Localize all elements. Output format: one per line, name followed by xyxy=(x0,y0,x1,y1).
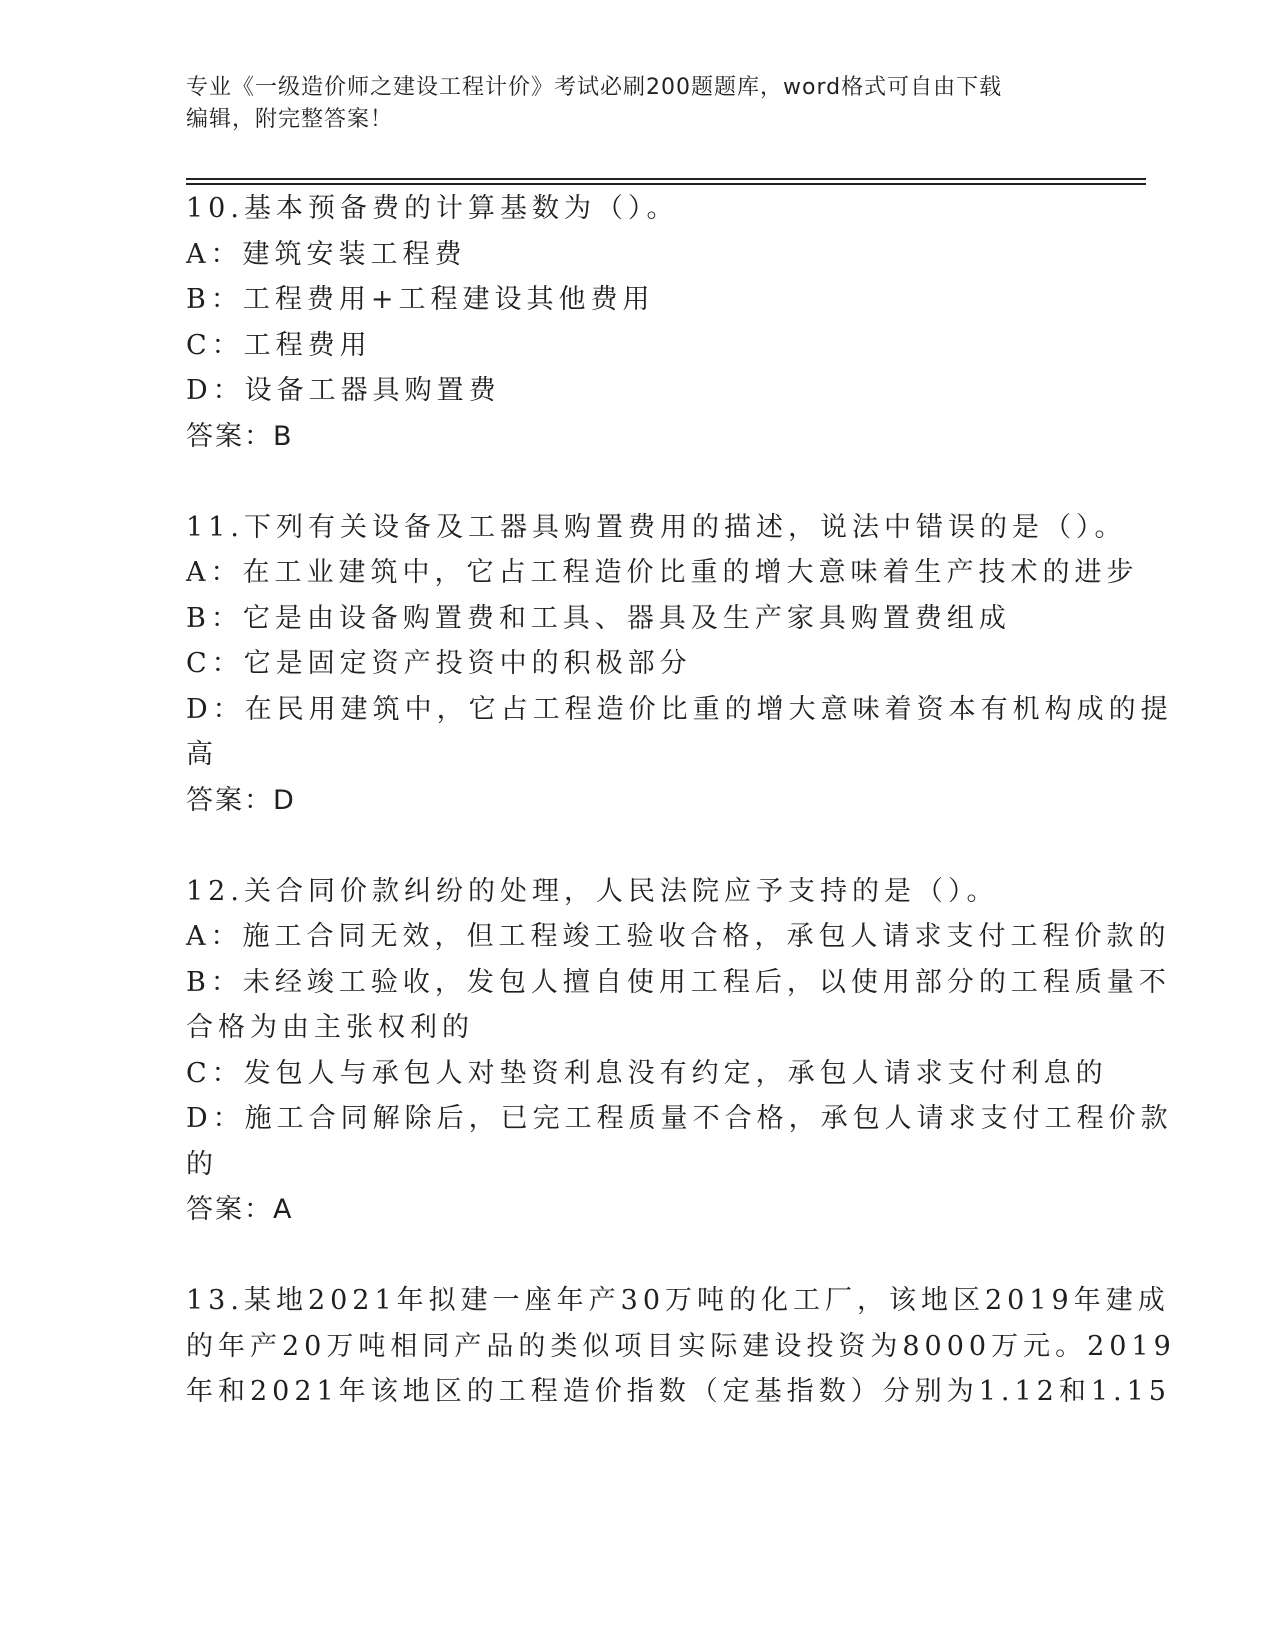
spacer xyxy=(186,1233,1086,1279)
question-10-option-b: B：工程费用+工程建设其他费用 xyxy=(186,284,655,315)
question-10-option-a: A：建筑安装工程费 xyxy=(186,238,467,270)
question-11-option-d: D：在民用建筑中，它占工程造价比重的增大意味着资本有机构成的提 xyxy=(186,693,1173,725)
question-10-option-c: C：工程费用 xyxy=(186,329,372,361)
header-divider-top xyxy=(186,178,1146,180)
question-10-stem: 10.基本预备费的计算基数为（）。 xyxy=(186,193,679,224)
question-11-option-d-continued: 高 xyxy=(186,739,218,770)
question-11-option-a: A：在工业建筑中，它占工程造价比重的增大意味着生产技术的进步 xyxy=(186,557,1139,588)
header-line-2: 编辑，附完整答案！ xyxy=(186,107,394,132)
question-10-answer: 答案：B xyxy=(186,420,294,452)
question-13-stem-line-3: 年和2021年该地区的工程造价指数（定基指数）分别为1.12和1.15 xyxy=(186,1376,1171,1407)
question-10 xyxy=(186,186,1086,459)
spacer xyxy=(186,459,1086,505)
question-11 xyxy=(186,505,1173,824)
question-13 xyxy=(186,1278,1176,1415)
question-12-answer: 答案：A xyxy=(186,1194,294,1225)
question-12 xyxy=(186,869,1173,1233)
question-12-option-b: B：未经竣工验收，发包人擅自使用工程后，以使用部分的工程质量不 xyxy=(186,966,1171,998)
question-11-option-c: C：它是固定资产投资中的积极部分 xyxy=(186,648,692,679)
document-header xyxy=(186,72,1066,136)
question-12-option-d-continued: 的 xyxy=(186,1148,218,1180)
header-line-1: 专业《一级造价师之建设工程计价》考试必刷200题题库，word格式可自由下载 xyxy=(186,75,1003,100)
question-list xyxy=(186,186,1176,1415)
question-13-stem-line-1: 13.某地2021年拟建一座年产30万吨的化工厂，该地区2019年建成 xyxy=(186,1285,1170,1316)
question-11-stem: 11.下列有关设备及工器具购置费用的描述，说法中错误的是（）。 xyxy=(186,511,1127,543)
question-11-option-b: B：它是由设备购置费和工具、器具及生产家具购置费组成 xyxy=(186,602,1011,634)
question-13-stem-line-2: 的年产20万吨相同产品的类似项目实际建设投资为8000万元。2019 xyxy=(186,1330,1176,1362)
header-divider-bottom xyxy=(186,183,1146,185)
spacer xyxy=(186,823,1086,869)
question-12-option-a: A：施工合同无效，但工程竣工验收合格，承包人请求支付工程价款的 xyxy=(186,921,1171,952)
question-12-option-d: D：施工合同解除后，已完工程质量不合格，承包人请求支付工程价款 xyxy=(186,1103,1173,1134)
question-12-stem: 12.关合同价款纠纷的处理，人民法院应予支持的是（）。 xyxy=(186,875,999,907)
question-11-answer: 答案：D xyxy=(186,784,296,816)
question-10-option-d: D：设备工器具购置费 xyxy=(186,375,501,406)
question-12-option-b-continued: 合格为由主张权利的 xyxy=(186,1012,474,1043)
question-12-option-c: C：发包人与承包人对垫资利息没有约定，承包人请求支付利息的 xyxy=(186,1057,1108,1089)
